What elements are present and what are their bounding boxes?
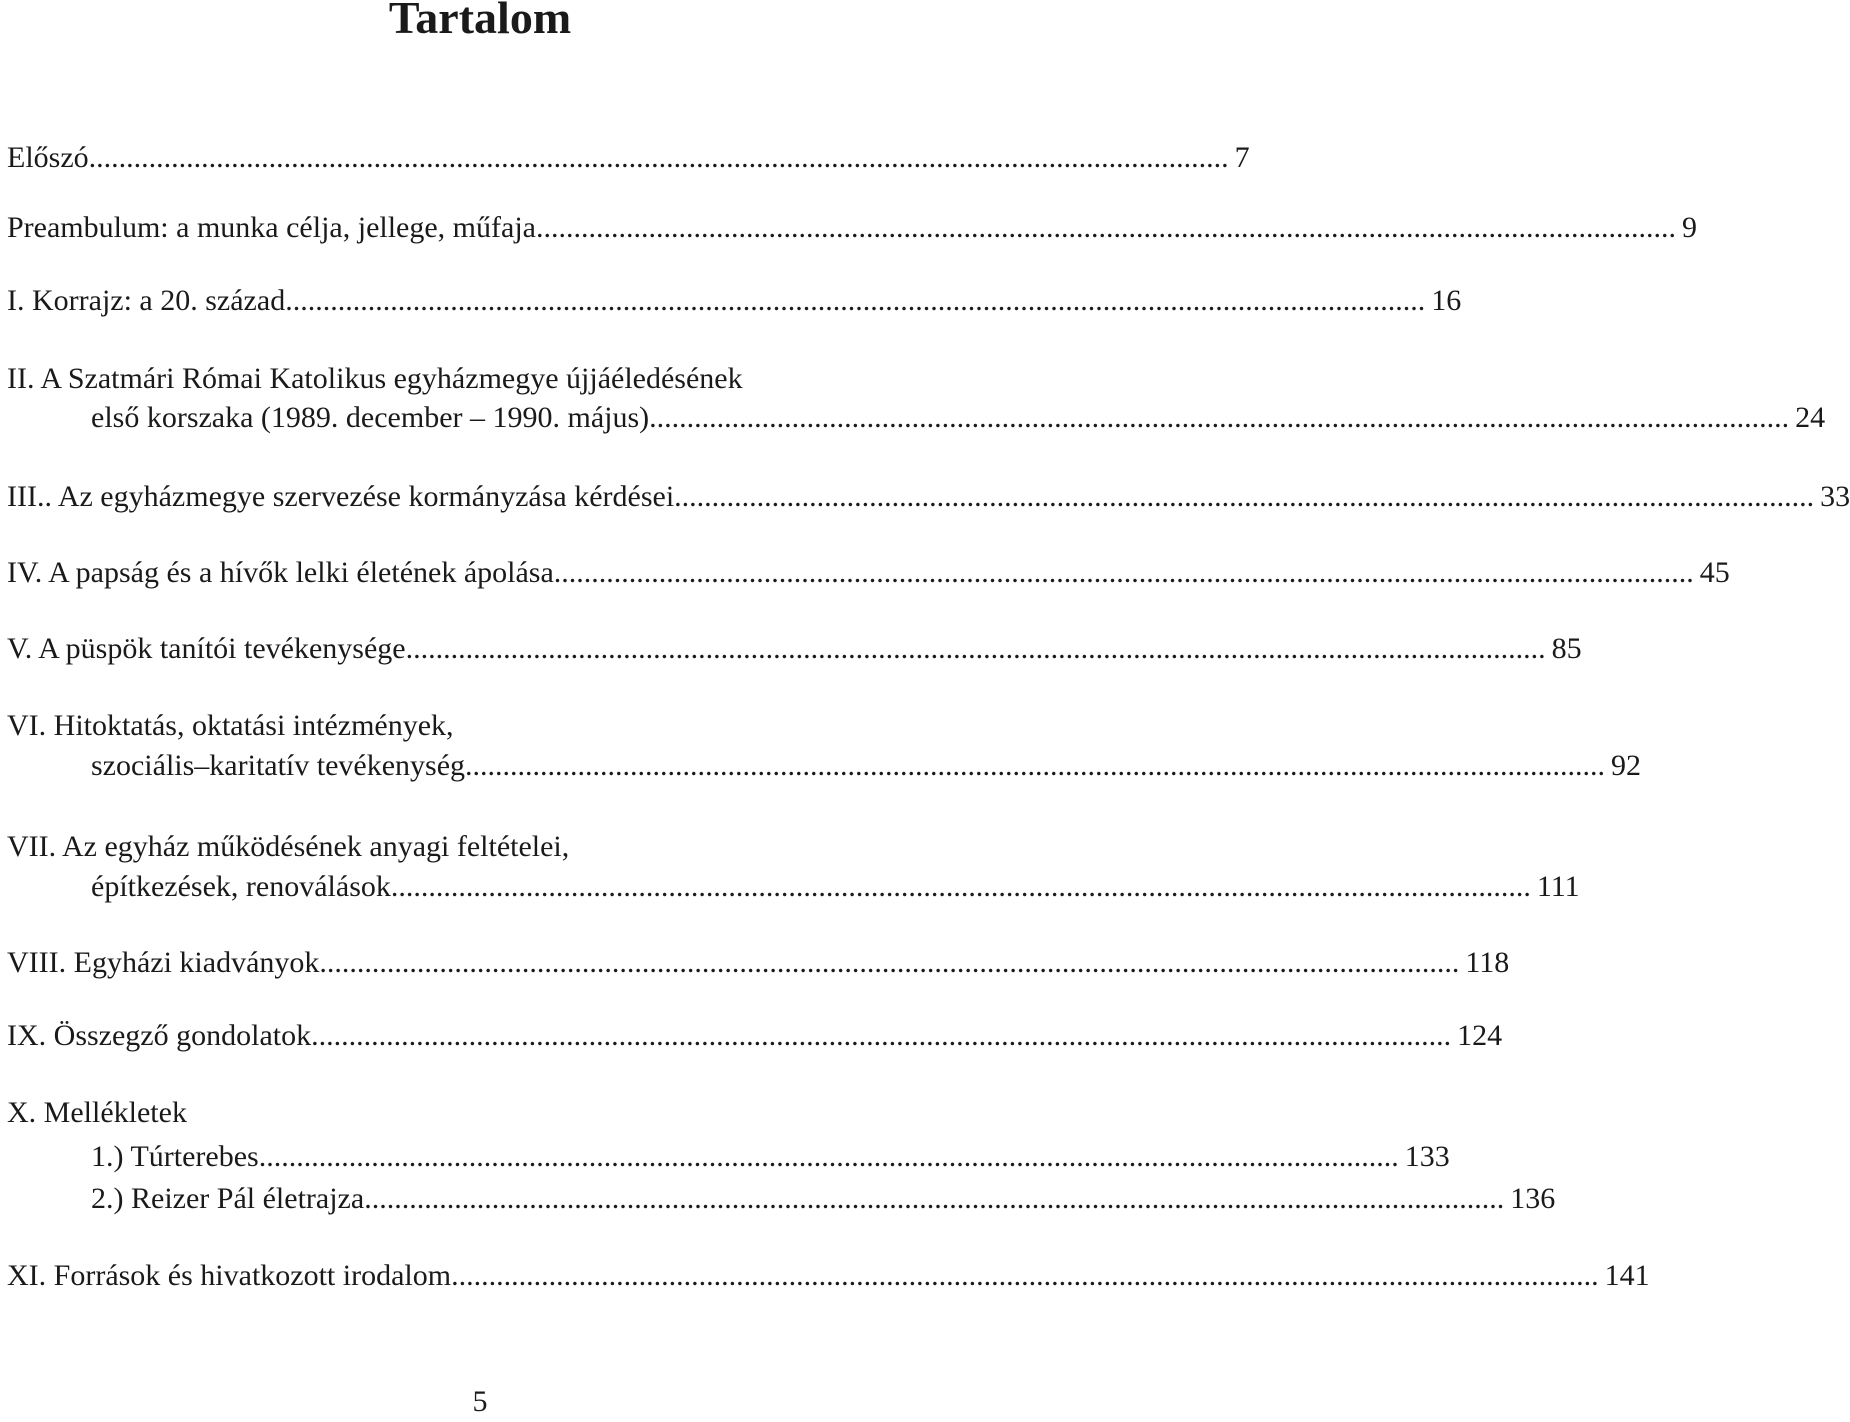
toc-entry-label: Előszó bbox=[7, 141, 89, 174]
toc-entry-page: 124 bbox=[1457, 1019, 1503, 1052]
toc-entry-mellekletek[interactable] bbox=[7, 1093, 954, 1133]
toc-entry-label: I. Korrajz: a 20. század bbox=[7, 284, 286, 317]
toc-entry-hitoktatas-line2[interactable] bbox=[91, 746, 1642, 786]
toc-entry-label-continued: építkezések, renoválások bbox=[91, 870, 391, 903]
toc-entry-puspok[interactable] bbox=[7, 629, 1582, 669]
leader-dots: ........................................................................................................................................................ bbox=[364, 1182, 1505, 1215]
toc-entry-label: III.. Az egyházmegye szervezése kormányzása kérdései bbox=[7, 480, 675, 513]
toc-entry-page: 24 bbox=[1795, 401, 1826, 434]
toc-entry-turterebes[interactable] bbox=[91, 1137, 1450, 1177]
toc-entry-korrajz[interactable] bbox=[7, 281, 1462, 321]
leader-dots: ........................................................................................................................................................ bbox=[311, 1019, 1452, 1052]
leader-dots: ........................................................................................................................................................ bbox=[88, 141, 1229, 174]
toc-entry-szervezes[interactable] bbox=[7, 477, 1850, 517]
toc-entry-label: VI. Hitoktatás, oktatási intézmények, bbox=[7, 709, 454, 742]
page-number: 5 bbox=[472, 1385, 488, 1418]
toc-entry-hitoktatas-line1[interactable] bbox=[7, 706, 954, 746]
toc-entry-szatmari-line2[interactable] bbox=[91, 398, 1826, 438]
leader-dots: ........................................................................................................................................................ bbox=[258, 1140, 1399, 1173]
toc-entry-label: II. A Szatmári Római Katolikus egyházmegye újjáéledésének bbox=[7, 362, 743, 395]
leader-dots: ........................................................................................................................................................ bbox=[405, 632, 1546, 665]
toc-entry-page: 111 bbox=[1536, 870, 1580, 903]
leader-dots: ........................................................................................................................................................ bbox=[649, 401, 1790, 434]
toc-entry-anyagi-line2[interactable] bbox=[91, 867, 1580, 907]
leader-dots: ........................................................................................................................................................ bbox=[553, 556, 1694, 589]
toc-entry-label: Preambulum: a munka célja, jellege, műfaja bbox=[7, 211, 536, 244]
leader-dots: ........................................................................................................................................................ bbox=[319, 946, 1460, 979]
toc-entry-label: IX. Összegző gondolatok bbox=[7, 1019, 312, 1052]
leader-dots: ........................................................................................................................................................ bbox=[285, 284, 1426, 317]
toc-entry-label: X. Mellékletek bbox=[7, 1096, 187, 1129]
toc-entry-szatmari-line1[interactable] bbox=[7, 359, 954, 399]
toc-entry-osszegzo[interactable] bbox=[7, 1016, 1503, 1056]
toc-entry-page: 136 bbox=[1510, 1182, 1556, 1215]
toc-entry-papsag[interactable] bbox=[7, 553, 1730, 593]
toc-entry-page: 141 bbox=[1604, 1259, 1650, 1292]
toc-entry-label: XI. Források és hivatkozott irodalom. bbox=[7, 1259, 459, 1292]
toc-entry-label: 1.) Túrterebes bbox=[91, 1140, 259, 1173]
toc-entry-reizer[interactable] bbox=[91, 1179, 1556, 1219]
toc-entry-anyagi-line1[interactable] bbox=[7, 827, 954, 867]
leader-dots: ........................................................................................................................................................ bbox=[458, 1259, 1599, 1292]
toc-entry-page: 92 bbox=[1611, 749, 1642, 782]
toc-entry-page: 85 bbox=[1551, 632, 1582, 665]
toc-entry-label-continued: első korszaka (1989. december – 1990. május) bbox=[91, 401, 650, 434]
leader-dots: ........................................................................................................................................................ bbox=[465, 749, 1606, 782]
toc-entry-label: VIII. Egyházi kiadványok bbox=[7, 946, 320, 979]
toc-entry-eloszo[interactable] bbox=[7, 138, 1250, 178]
toc-entry-page: 7 bbox=[1234, 141, 1250, 174]
toc-entry-page: 133 bbox=[1404, 1140, 1450, 1173]
toc-entry-page: 9 bbox=[1681, 211, 1697, 244]
toc-entry-label: IV. A papság és a hívők lelki életének ápolása bbox=[7, 556, 554, 589]
toc-entry-label-continued: szociális–karitatív tevékenység bbox=[91, 749, 466, 782]
toc-entry-preambulum[interactable] bbox=[7, 208, 1697, 248]
toc-entry-kiadvanyok[interactable] bbox=[7, 943, 1510, 983]
toc-entry-label: VII. Az egyház működésének anyagi feltételei, bbox=[7, 830, 570, 863]
toc-entry-label: V. A püspök tanítói tevékenysége bbox=[7, 632, 406, 665]
toc-entry-label: 2.) Reizer Pál életrajza bbox=[91, 1182, 365, 1215]
leader-dots: ........................................................................................................................................................ bbox=[390, 870, 1531, 903]
page-title: Tartalom bbox=[388, 0, 572, 43]
toc-entry-page: 16 bbox=[1431, 284, 1462, 317]
toc-entry-page: 45 bbox=[1699, 556, 1730, 589]
toc-entry-forrasok[interactable] bbox=[7, 1256, 1650, 1296]
toc-entry-page: 33 bbox=[1820, 480, 1850, 513]
leader-dots: ........................................................................................................................................................ bbox=[535, 211, 1676, 244]
leader-dots: ........................................................................................................................................................ bbox=[674, 480, 1815, 513]
toc-entry-page: 118 bbox=[1465, 946, 1510, 979]
